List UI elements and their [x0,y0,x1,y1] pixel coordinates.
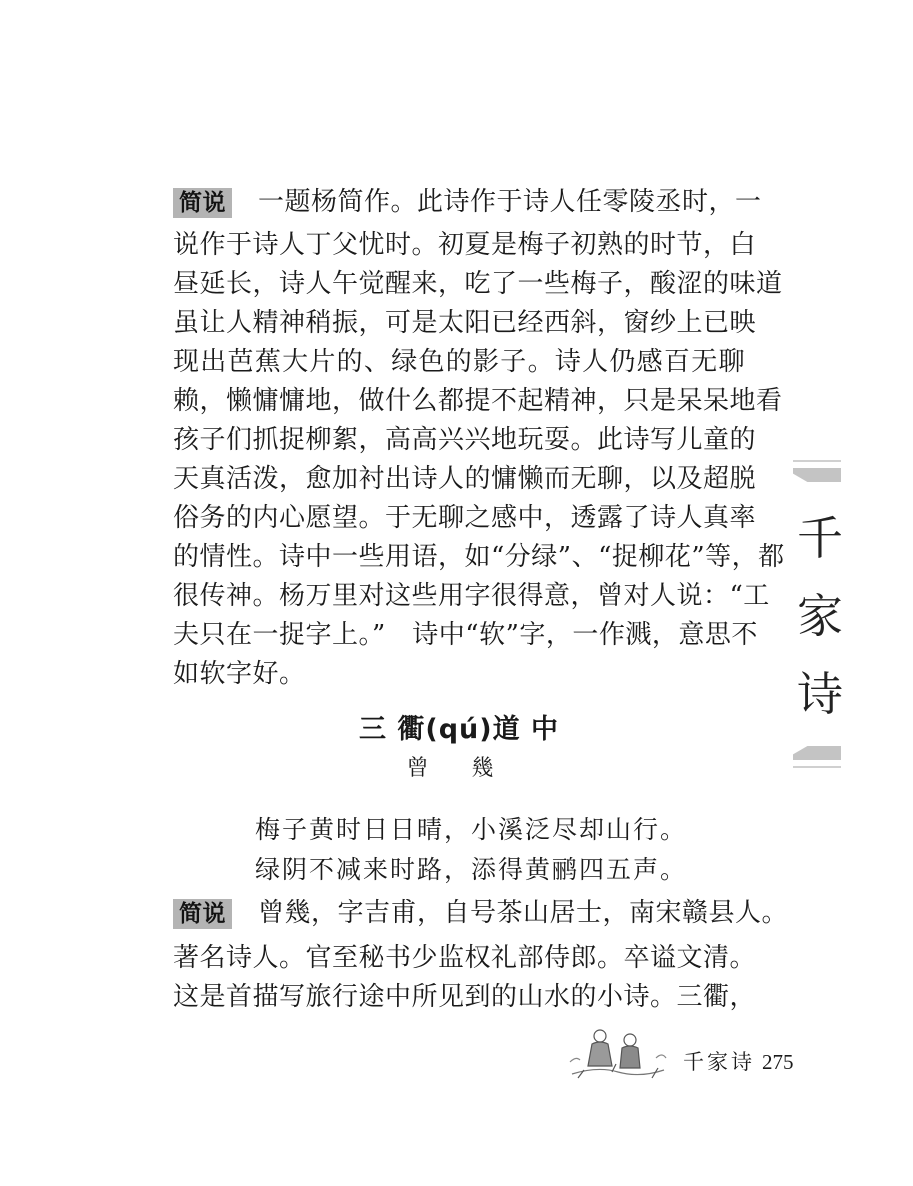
section2-line: 著名诗人。官至秘书少监权礼部侍郎。卒谥文清。 [173,943,757,973]
section1-line: 的情性。诗中一些用语，如“分绿”、“捉柳花”等，都 [173,542,785,572]
section1-line: 很传神。杨万里对这些用字很得意，曾对人说：“工 [173,581,770,611]
side-tab-char: 千 [797,511,843,565]
section2-line: 这是首描写旅行途中所见到的山水的小诗。三衢， [173,982,757,1012]
section1-line: 俗务的内心愿望。于无聊之感中，透露了诗人真率 [173,503,757,533]
poem-author: 曾 幾 [406,756,512,781]
section1-line: 现出芭蕉大片的、绿色的影子。诗人仍感百无聊 [173,347,745,377]
footer-illustration [568,1022,668,1084]
side-tab-char: 诗 [797,667,843,721]
section1-line: 昼延长，诗人午觉醒来，吃了一些梅子，酸涩的味道 [173,269,783,299]
footer-book-title: 千家诗 [683,1050,755,1074]
section1-line: 天真活泼，愈加衬出诗人的慵懒而无聊，以及超脱 [173,464,757,494]
section1-line: 虽让人精神稍振，可是太阳已经西斜，窗纱上已映 [173,308,757,338]
page-number: 275 [762,1050,794,1074]
section1-line: 夫只在一捉字上。” 诗中“软”字，一作溅，意思不 [173,620,758,650]
poem-line: 绿阴不减来时路，添得黄鹂四五声。 [255,855,688,884]
section1-line: 赖，懒慵慵地，做什么都提不起精神，只是呆呆地看 [173,386,783,416]
side-tab [793,460,843,768]
section-tag-jianshuo: 简说 [173,188,232,218]
section1-first-line: 简说 一题杨简作。此诗作于诗人任零陵丞时，一 [173,183,745,221]
poem-title: 三 衢(qú)道 中 [358,714,560,745]
side-tab-bracket-top [793,468,841,482]
section1-line: 孩子们抓捉柳絮，高高兴兴地玩耍。此诗写儿童的 [173,425,757,455]
section1-line: 如软字好。 [173,659,306,689]
poem-line: 梅子黄时日日晴，小溪泛尽却山行。 [255,815,688,844]
section-tag-jianshuo: 简说 [173,899,232,929]
side-tab-bracket-bottom [793,746,841,760]
section2-first-line: 简说 曾幾，字吉甫，自号茶山居士，南宋赣县人。 [173,894,745,932]
side-tab-rule [793,766,841,768]
side-tab-char: 家 [797,589,843,643]
side-tab-rule [793,460,841,462]
section1-line: 说作于诗人丁父忧时。初夏是梅子初熟的时节，白 [173,230,757,260]
